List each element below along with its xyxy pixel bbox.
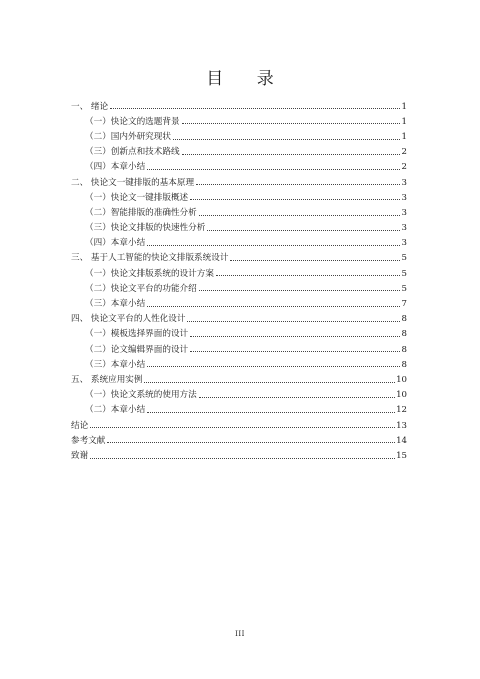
toc-subsection-entry[interactable] xyxy=(71,143,407,158)
toc-entry-label: 结论 xyxy=(71,420,89,431)
toc-entry-page-number: 8 xyxy=(401,359,407,370)
toc-dot-leader xyxy=(144,382,395,383)
toc-section-entry[interactable] xyxy=(71,97,407,112)
toc-entry-page-number: 3 xyxy=(401,207,407,218)
toc-entry-page-number: 3 xyxy=(401,238,407,249)
toc-entry-page-number: 8 xyxy=(401,344,407,355)
toc-entry-page-number: 1 xyxy=(401,116,407,127)
toc-entry-label: （一）快论文排版系统的设计方案 xyxy=(85,268,214,279)
toc-dot-leader xyxy=(196,184,400,185)
toc-entry-label: （三）创新点和技术路线 xyxy=(85,147,180,158)
toc-entry-page-number: 5 xyxy=(401,283,407,294)
toc-entry-page-number: 10 xyxy=(396,374,407,385)
toc-entry-label: （四）本章小结 xyxy=(85,238,146,249)
toc-section-entry[interactable] xyxy=(71,310,407,325)
toc-subsection-entry[interactable] xyxy=(71,112,407,127)
toc-dot-leader xyxy=(147,306,400,307)
toc-dot-leader xyxy=(110,108,400,109)
toc-entry-label: 致谢 xyxy=(71,450,89,461)
page-number: III xyxy=(235,630,245,638)
toc-entry-label: （三）本章小结 xyxy=(85,299,146,310)
toc-dot-leader xyxy=(182,154,400,155)
toc-dot-leader xyxy=(187,321,400,322)
toc-entry-label: 三、 基于人工智能的快论文排版系统设计 xyxy=(71,253,229,264)
toc-entry-label: （二）智能排版的准确性分析 xyxy=(85,207,197,218)
toc-subsection-entry[interactable] xyxy=(71,158,407,173)
toc-entry-label: （二）快论文平台的功能介绍 xyxy=(85,283,197,294)
toc-dot-leader xyxy=(190,199,400,200)
toc-section-entry[interactable] xyxy=(71,446,407,461)
toc-section-entry[interactable] xyxy=(71,416,407,431)
toc-dot-leader xyxy=(90,427,395,428)
toc-entry-label: （二）论文编辑界面的设计 xyxy=(85,344,189,355)
toc-subsection-entry[interactable] xyxy=(71,279,407,294)
toc-entry-label: （一）模板选择界面的设计 xyxy=(85,329,189,340)
toc-subsection-entry[interactable] xyxy=(71,234,407,249)
toc-entry-page-number: 3 xyxy=(401,192,407,203)
toc-dot-leader xyxy=(199,397,395,398)
toc-title: 目 录 xyxy=(206,69,288,89)
toc-entry-label: （三）快论文排版的快速性分析 xyxy=(85,223,206,234)
toc-entry-label: （一）快论文的选题背景 xyxy=(85,116,180,127)
toc-subsection-entry[interactable] xyxy=(71,203,407,218)
toc-dot-leader xyxy=(190,336,400,337)
toc-entry-page-number: 2 xyxy=(401,162,407,173)
toc-dot-leader xyxy=(207,230,400,231)
toc-entry-page-number: 15 xyxy=(396,450,407,461)
toc-subsection-entry[interactable] xyxy=(71,386,407,401)
toc-entry-label: 二、 快论文一键排版的基本原理 xyxy=(71,177,195,188)
toc-subsection-entry[interactable] xyxy=(71,355,407,370)
toc-dot-leader xyxy=(199,215,400,216)
toc-dot-leader xyxy=(147,412,395,413)
toc-subsection-entry[interactable] xyxy=(71,264,407,279)
toc-section-entry[interactable] xyxy=(71,249,407,264)
toc-section-entry[interactable] xyxy=(71,370,407,385)
toc-entry-label: （一）快论文系统的使用方法 xyxy=(85,390,197,401)
toc-entry-page-number: 10 xyxy=(396,390,407,401)
toc-section-entry[interactable] xyxy=(71,431,407,446)
toc-subsection-entry[interactable] xyxy=(71,340,407,355)
toc-entry-label: 一、 绪论 xyxy=(71,101,109,112)
toc-entry-page-number: 8 xyxy=(401,314,407,325)
toc-entry-label: 参考文献 xyxy=(71,435,106,446)
toc-entry-page-number: 2 xyxy=(401,147,407,158)
toc-subsection-entry[interactable] xyxy=(71,294,407,309)
toc-dot-leader xyxy=(173,139,400,140)
toc-entry-page-number: 1 xyxy=(401,131,407,142)
toc-entry-page-number: 14 xyxy=(396,435,407,446)
toc-entry-page-number: 8 xyxy=(401,329,407,340)
toc-entry-label: （三）本章小结 xyxy=(85,359,146,370)
toc-dot-leader xyxy=(147,245,400,246)
toc-entry-page-number: 5 xyxy=(401,253,407,264)
toc-dot-leader xyxy=(216,275,400,276)
toc-dot-leader xyxy=(147,169,400,170)
toc-subsection-entry[interactable] xyxy=(71,127,407,142)
toc-dot-leader xyxy=(190,351,400,352)
toc-entry-page-number: 13 xyxy=(396,420,407,431)
toc-subsection-entry[interactable] xyxy=(71,219,407,234)
toc-entry-page-number: 3 xyxy=(401,223,407,234)
toc-subsection-entry[interactable] xyxy=(71,325,407,340)
toc-entry-label: 四、 快论文平台的人性化设计 xyxy=(71,314,186,325)
toc-dot-leader xyxy=(107,442,395,443)
toc-dot-leader xyxy=(230,260,400,261)
toc-entry-page-number: 7 xyxy=(401,299,407,310)
toc-entry-label: 五、 系统应用实例 xyxy=(71,374,143,385)
toc-entry-label: （二）本章小结 xyxy=(85,405,146,416)
toc-entry-page-number: 1 xyxy=(401,101,407,112)
toc-section-entry[interactable] xyxy=(71,173,407,188)
table-of-contents xyxy=(71,97,407,462)
toc-entry-label: （二）国内外研究现状 xyxy=(85,131,171,142)
toc-dot-leader xyxy=(147,366,400,367)
toc-entry-label: （一）快论文一键排版概述 xyxy=(85,192,189,203)
toc-subsection-entry[interactable] xyxy=(71,188,407,203)
toc-dot-leader xyxy=(90,458,395,459)
toc-entry-label: （四）本章小结 xyxy=(85,162,146,173)
toc-subsection-entry[interactable] xyxy=(71,401,407,416)
toc-entry-page-number: 3 xyxy=(401,177,407,188)
toc-entry-page-number: 12 xyxy=(396,405,407,416)
toc-entry-page-number: 5 xyxy=(401,268,407,279)
toc-dot-leader xyxy=(199,290,400,291)
toc-dot-leader xyxy=(182,123,400,124)
